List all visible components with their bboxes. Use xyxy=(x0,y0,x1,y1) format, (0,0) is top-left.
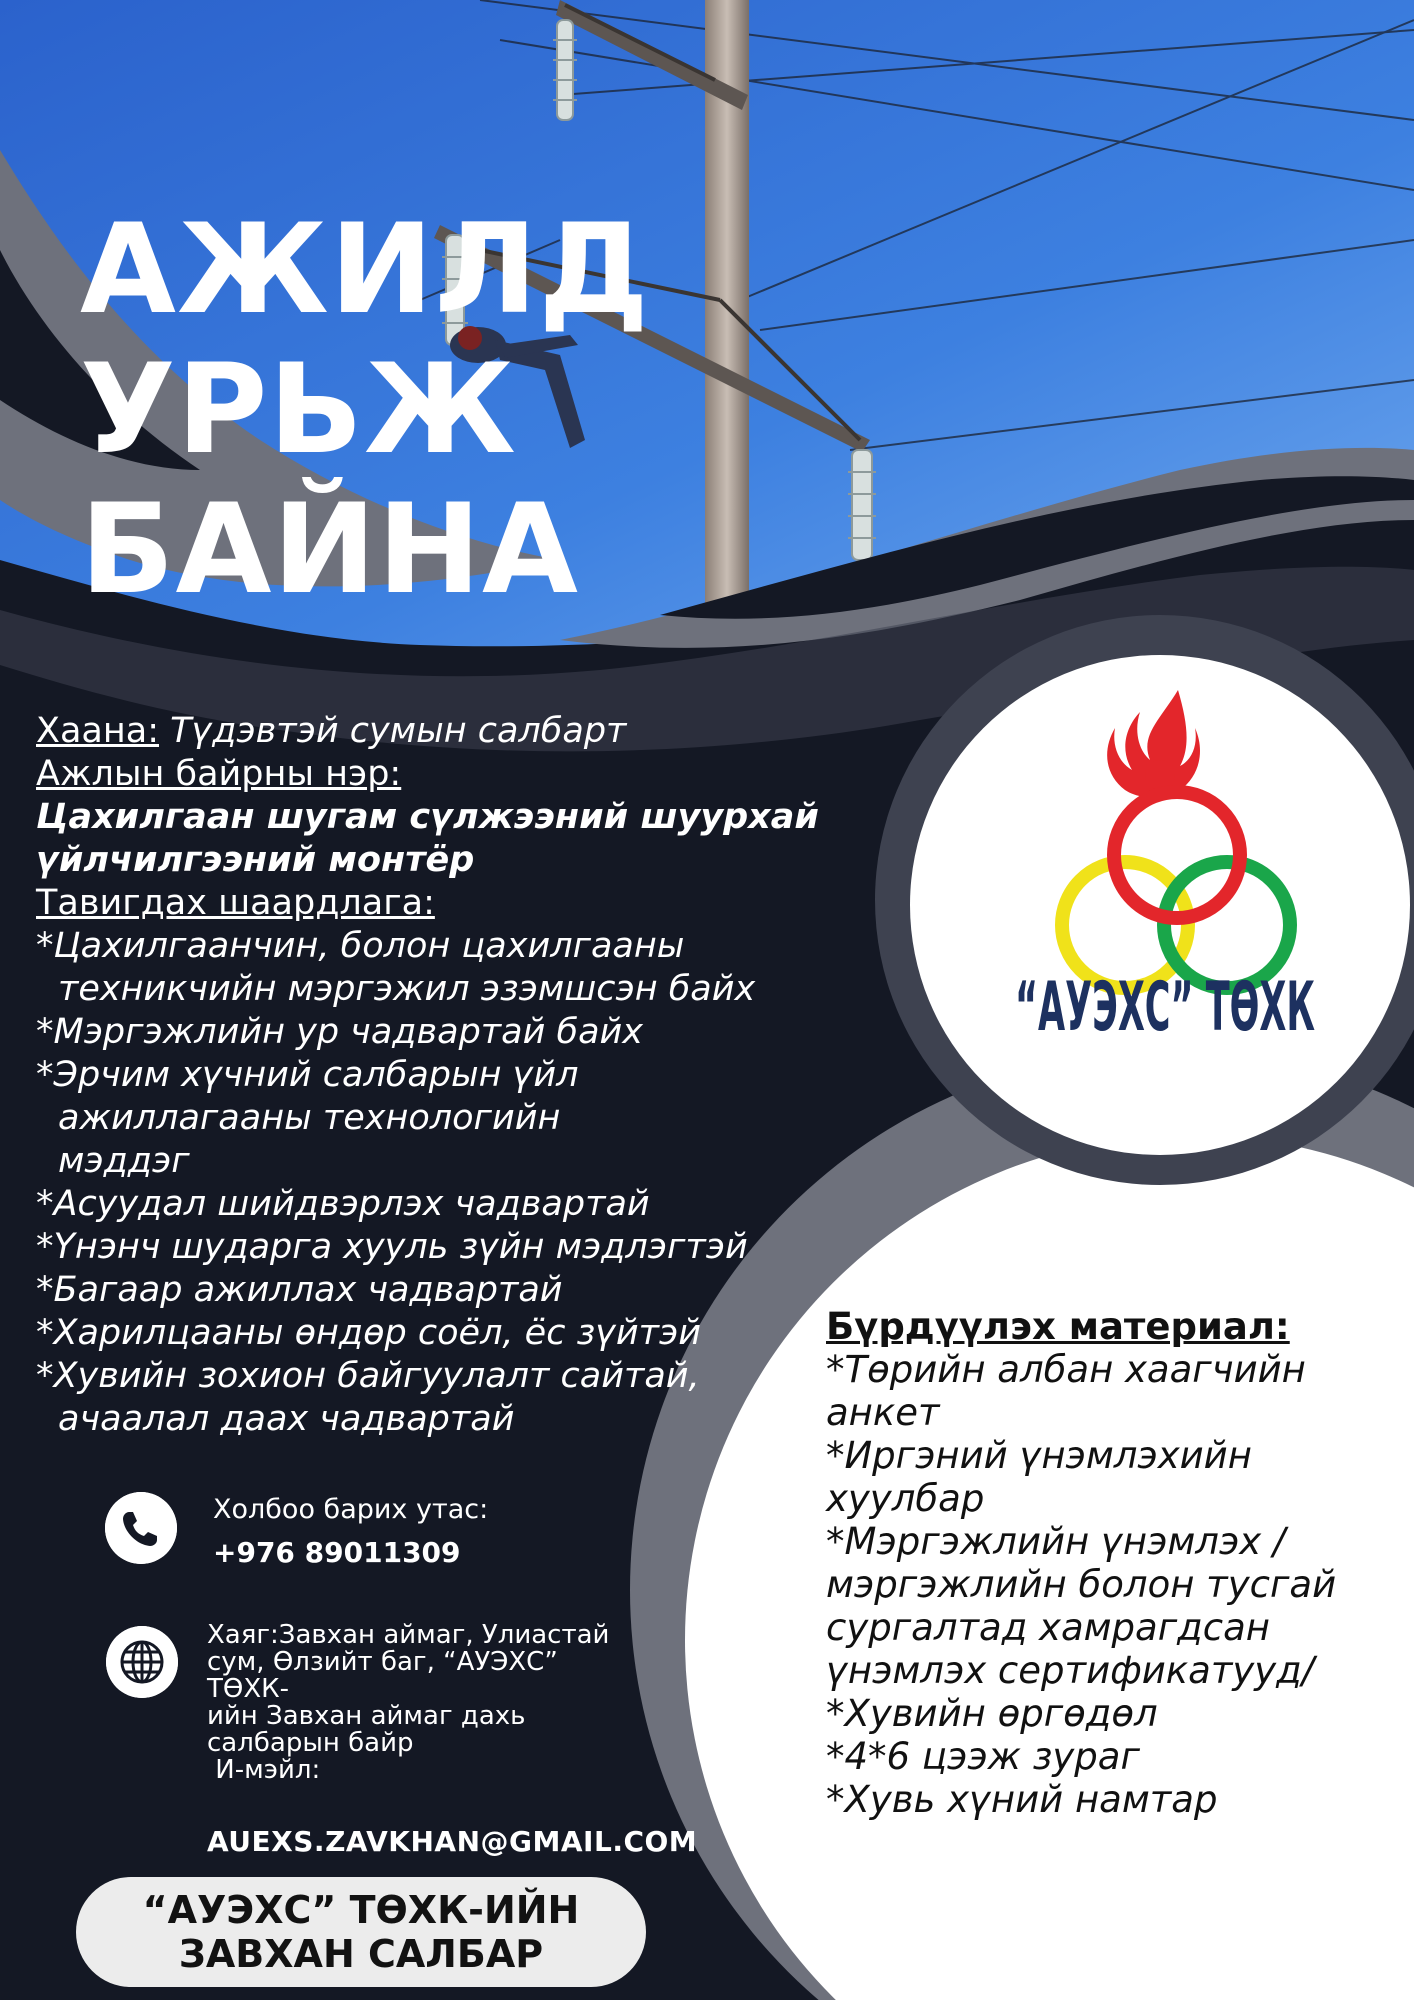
logo-wordmark xyxy=(1000,960,1330,1050)
svg-text:“АУЭХС” ТӨХК: “АУЭХС” ТӨХК xyxy=(1015,968,1315,1047)
materials-list xyxy=(826,1348,1414,1821)
globe-icon xyxy=(106,1626,178,1698)
address-line: сум, Өлзийт баг, “АУЭХС” ТӨХК- xyxy=(207,1647,558,1704)
headline-line: БАЙНА xyxy=(80,478,580,622)
email-link[interactable]: AUEXS.ZAVKHAN@GMAIL.COM xyxy=(207,1825,698,1858)
where-row xyxy=(36,710,756,753)
headline-line: УРЬЖ xyxy=(80,338,517,482)
email-label: И-мэйл: xyxy=(207,1755,321,1785)
address-block xyxy=(207,1622,647,1784)
position-label: Ажлын байрны нэр: xyxy=(36,754,402,794)
material-item: *Хувь хүний намтар xyxy=(826,1778,1218,1821)
where-value: Түдэвтэй сумын салбарт xyxy=(159,711,627,751)
headline xyxy=(80,200,650,620)
phone-label: Холбоо барих утас: xyxy=(213,1494,489,1525)
position-line: үйлчилгээний монтёр xyxy=(36,840,475,880)
headline-line: АЖИЛД xyxy=(80,198,650,342)
phone-number[interactable]: +976 89011309 xyxy=(213,1536,461,1569)
position-line: Цахилгаан шугам сүлжээний шуурхай xyxy=(36,797,819,837)
material-item: *Иргэний үнэмлэхийн хуулбар xyxy=(826,1434,1252,1520)
branch-line: ЗАВХАН САЛБАР xyxy=(178,1932,544,1976)
material-item: *4*6 цээж зураг xyxy=(826,1735,1140,1778)
requirement-item: *Асуудал шийдвэрлэх чадвартай xyxy=(36,1184,650,1224)
requirement-item: *Цахилгаанчин, болон цахилгааны техникчийн мэргэжил эзэмшсэн байх xyxy=(36,926,756,1009)
requirement-item: *Багаар ажиллах чадвартай xyxy=(36,1270,563,1310)
material-item: *Мэргэжлийн үнэмлэх / мэргэжлийн болон тусгай сургалтад хамрагдсан үнэмлэх сертификатууд/ xyxy=(826,1520,1337,1692)
address-line: Хаяг:Завхан аймаг, Улиастай xyxy=(207,1620,610,1650)
material-item: *Төрийн албан хаагчийн анкет xyxy=(826,1348,1306,1434)
requirement-item: *Харилцааны өндөр соёл, ёс зүйтэй xyxy=(36,1313,701,1353)
where-label: Хаана: xyxy=(36,711,159,751)
requirement-item: *Хувийн зохион байгуулалт сайтай, ачаалал даах чадвартай xyxy=(36,1356,700,1439)
address-line: салбарын байр xyxy=(207,1728,414,1758)
branch-line: “АУЭХС” ТӨХК-ИЙН xyxy=(142,1888,580,1932)
phone-icon xyxy=(105,1492,177,1564)
address-line: ийн Завхан аймаг дахь xyxy=(207,1701,526,1731)
requirement-item: *Эрчим хүчний салбарын үйл ажиллагааны технологийн мэддэг xyxy=(36,1055,579,1181)
job-info xyxy=(36,710,819,1441)
materials-title: Бүрдүүлэх материал: xyxy=(826,1305,1290,1348)
requirement-item: *Мэргэжлийн ур чадвартай байх xyxy=(36,1012,643,1052)
materials-section xyxy=(826,1305,1414,1821)
requirement-item: *Үнэнч шударга хууль зүйн мэдлэгтэй xyxy=(36,1227,748,1267)
requirements-list xyxy=(36,925,756,1441)
branch-badge xyxy=(76,1877,646,1987)
requirements-label: Тавигдах шаардлага: xyxy=(36,883,435,923)
material-item: *Хувийн өргөдөл xyxy=(826,1692,1158,1735)
